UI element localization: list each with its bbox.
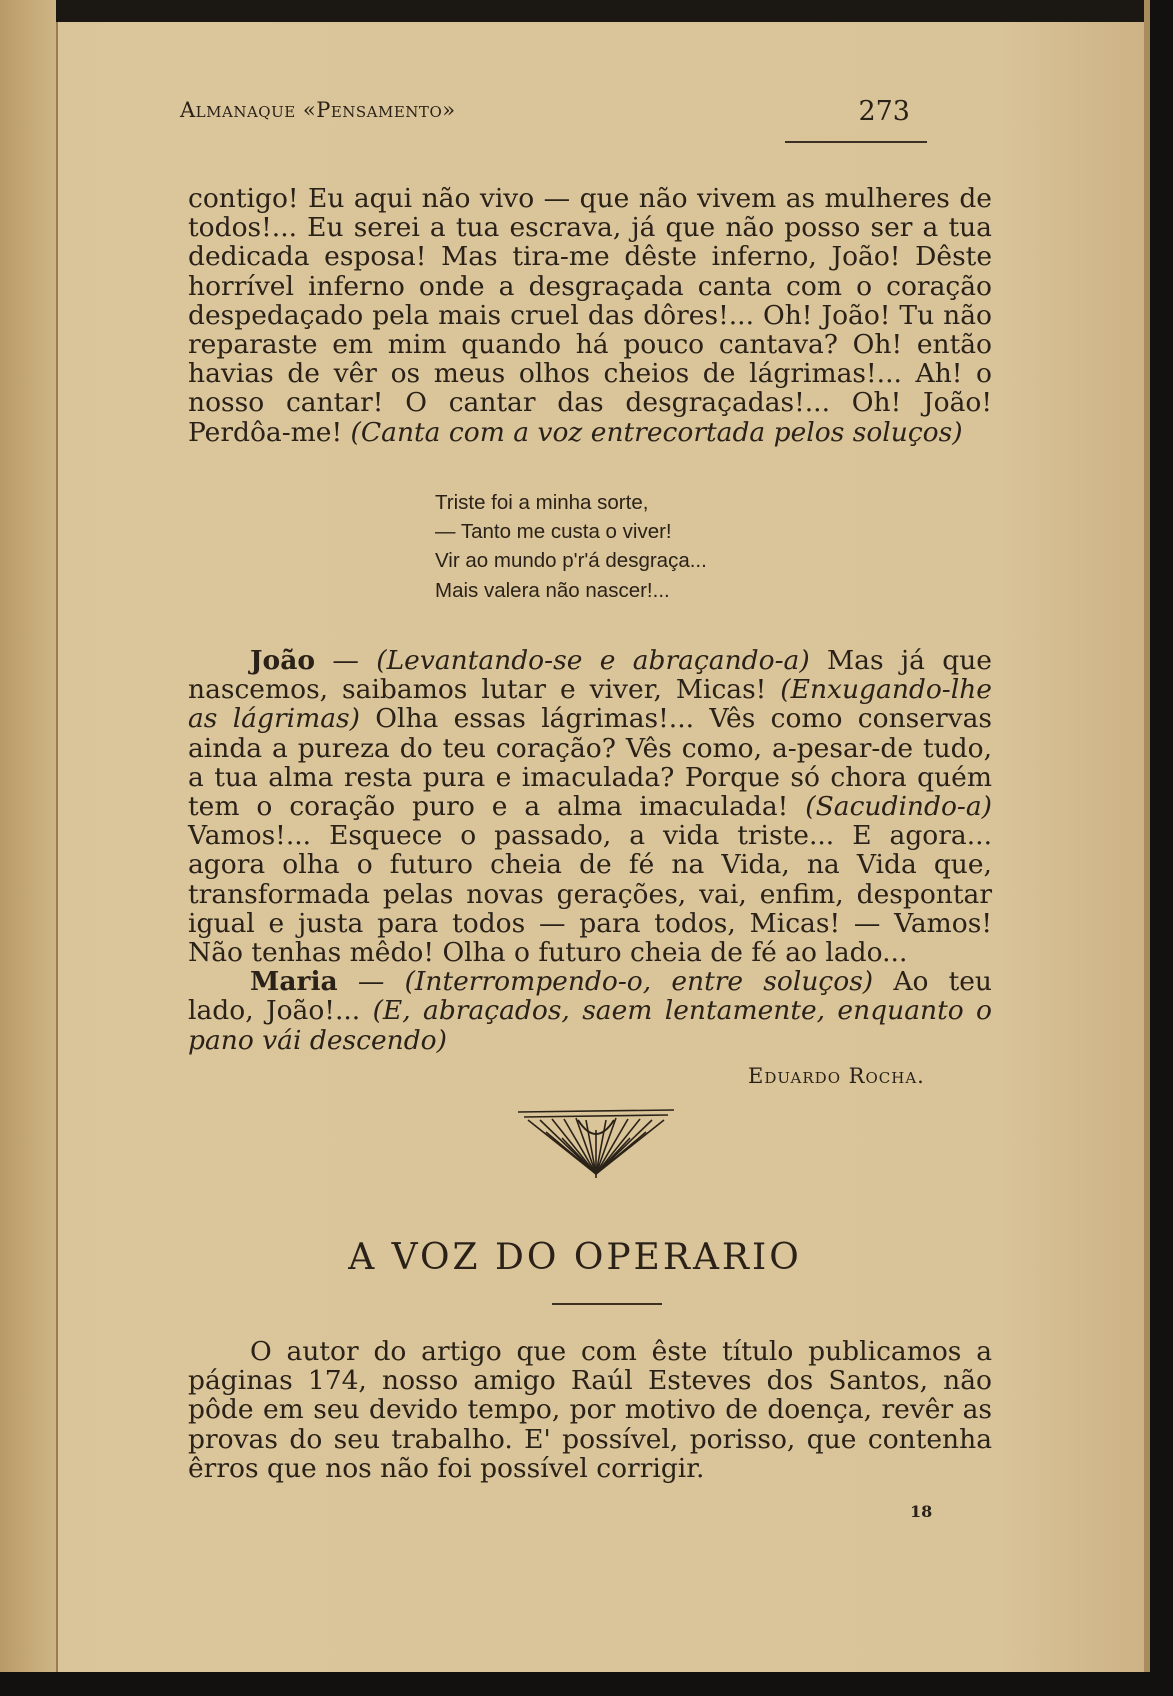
paragraph-1-stage-direction: (Canta com a voz entrecortada pelos soluços) [350, 416, 963, 448]
dialogue-text: Ao teu lado, João!... [188, 966, 992, 1027]
author-signature: Eduardo Rocha. [748, 1064, 925, 1088]
fan-ornament-icon [518, 1108, 674, 1180]
stage-direction: (Levantando-se e abraçando-a) [376, 645, 810, 676]
running-head: Almanaque «Pensamento» [180, 98, 456, 122]
stage-direction: (Enxugando-lhe as lágrimas) [188, 674, 992, 735]
verse-line: Mais valera não nascer!... [435, 578, 670, 602]
verse-line: Triste foi a minha sorte, [435, 491, 649, 514]
title-rule [552, 1303, 662, 1305]
dialogue-block [188, 646, 992, 1055]
song-verse [435, 488, 707, 605]
dialogue-text: Olha essas lágrimas!... Vês como conservas ainda a pureza do teu coração? Vês como, a-pesar-de tudo, a tua alma resta pura e imaculada? Porque só chora quém tem o coração puro e a alma imaculada! [188, 703, 992, 823]
dialogue-paragraph-1 [188, 184, 992, 447]
speaker-maria: Maria [250, 966, 338, 998]
header-rule [785, 141, 927, 143]
article-body [188, 1337, 992, 1483]
dash: — [315, 645, 377, 676]
page-binding-edge [0, 0, 58, 1672]
printer-signature-mark: 18 [910, 1502, 933, 1521]
article-title: A VOZ DO OPERARIO [348, 1237, 802, 1278]
stage-direction: (E, abraçados, saem lentamente, enquanto o pano vái descendo) [188, 995, 992, 1056]
stage-direction: (Sacudindo-a) [805, 791, 992, 823]
stage-direction: (Interrompendo-o, entre soluços) [404, 966, 874, 998]
dash: — [337, 966, 405, 998]
dialogue-paragraph-maria [188, 967, 992, 1055]
scan-top-edge [56, 0, 1150, 22]
verse-line: Vir ao mundo p'r'á desgraça... [435, 549, 707, 573]
page-number: 273 [858, 96, 910, 127]
page-right-edge [1144, 0, 1150, 1672]
speaker-joao: João [250, 645, 316, 676]
page-header [180, 98, 910, 132]
article-paragraph: O autor do artigo que com êste título publicamos a páginas 174, nosso amigo Raúl Esteves dos Santos, não pôde em seu devido tempo, por motivo de doença, revêr as provas do seu trabalho. E' possível, porisso, que contenha êrros que nos não foi possível corrigir. [188, 1336, 992, 1484]
dialogue-text: Vamos!... Esquece o passado, a vida triste... E agora... agora olha o futuro cheia de fé na Vida, na Vida que, transformada pelas novas gerações, vai, enfim, despontar igual e justa para todos — para todos, Micas! — Vamos! Não tenhas mêdo! Olha o futuro cheia de fé ao lado... [188, 820, 992, 969]
verse-line: — Tanto me custa o viver! [435, 520, 672, 544]
dialogue-text: Mas já que nascemos, saibamos lutar e viver, Micas! [188, 645, 992, 706]
dialogue-paragraph-joao [188, 646, 992, 967]
paragraph-1-text: contigo! Eu aqui não vivo — que não vivem as mulheres de todos!... Eu serei a tua escrava, já que não posso ser a tua dedicada esposa! Mas tira-me dêste inferno, João! Dêste horrível inferno onde a desgraçada canta com o coração despedaçado pela mais cruel das dôres!... Oh! João! Tu não reparaste em mim quando há pouco cantava? Oh! então havias de vêr os meus olhos cheios de lágrimas!... Ah! o nosso cantar! O cantar das desgraçadas!... Oh! João! Perdôa-me! [188, 183, 992, 448]
